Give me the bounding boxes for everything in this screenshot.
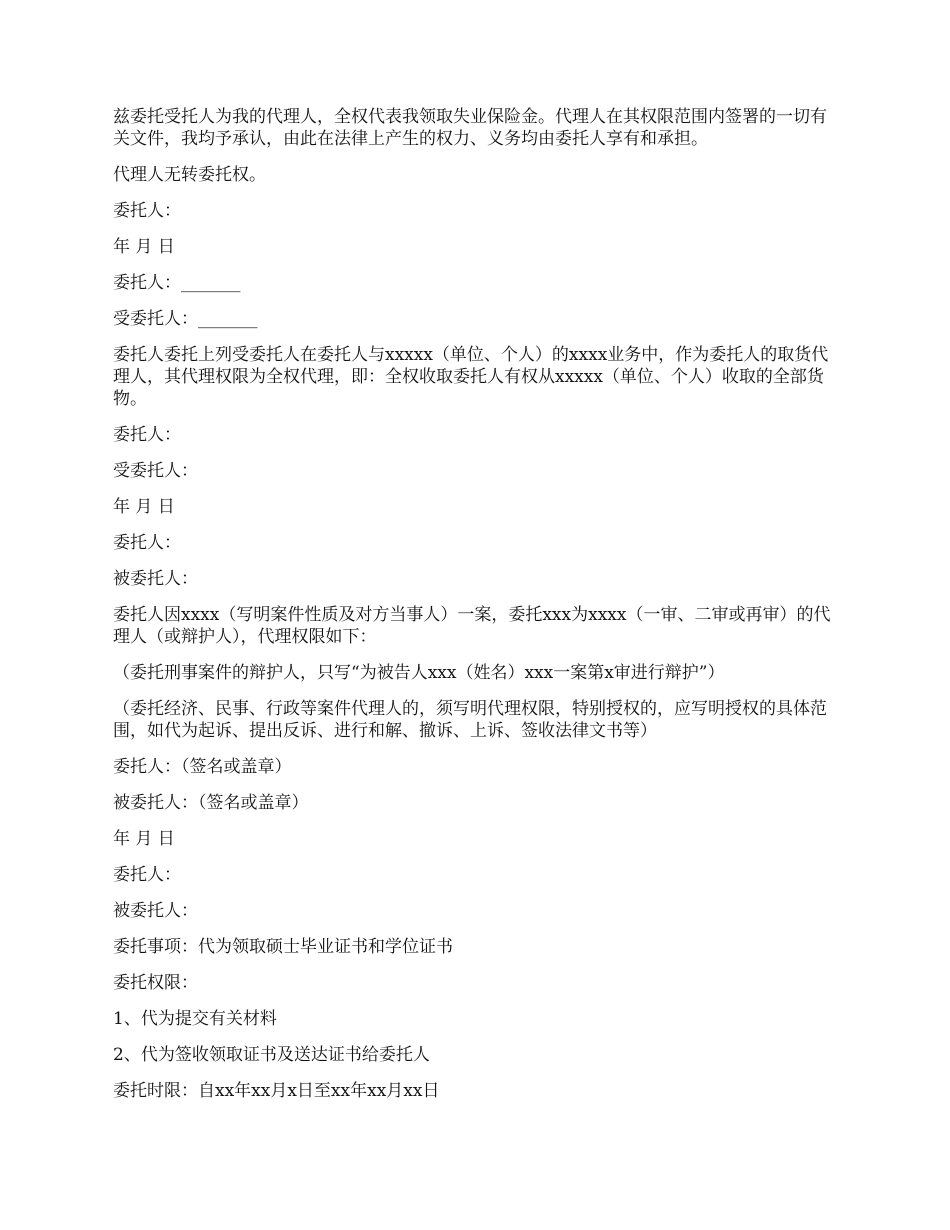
field-principal-signature: 委托人：（签名或盖章） bbox=[113, 757, 292, 777]
field-delegation-period: 委托时限：自xx年xx月x日至xx年xx月xx日 bbox=[113, 1081, 440, 1101]
document-body bbox=[113, 106, 841, 1116]
field-delegation-scope: 委托权限： bbox=[113, 973, 198, 993]
field-date: 年 月 日 bbox=[113, 829, 175, 849]
paragraph-no-subdelegation: 代理人无转委托权。 bbox=[113, 165, 266, 185]
field-date: 年 月 日 bbox=[113, 237, 175, 257]
field-date: 年 月 日 bbox=[113, 497, 175, 517]
field-principal-blank: 委托人：_______ bbox=[113, 273, 241, 293]
field-principal: 委托人： bbox=[113, 201, 181, 221]
paragraph-goods-collection: 委托人委托上列受委托人在委托人与xxxxx（单位、个人）的xxxx业务中，作为委托人的取货代理人，其代理权限为全权代理，即：全权收取委托人有权从xxxxx（单位、个人）收取的全部货物。 bbox=[113, 345, 829, 409]
field-delegate: 被委托人： bbox=[113, 901, 198, 921]
paragraph-criminal-note: （委托刑事案件的辩护人，只写“为被告人xxx（姓名）xxx一案第x审进行辩护”） bbox=[113, 663, 725, 683]
field-principal: 委托人： bbox=[113, 533, 181, 553]
field-delegation-matter: 委托事项：代为领取硕士毕业证书和学位证书 bbox=[113, 937, 453, 957]
paragraph-authorization-statement: 兹委托受托人为我的代理人，全权代表我领取失业保险金。代理人在其权限范围内签署的一切有关文件，我均予承认，由此在法律上产生的权力、义务均由委托人享有和承担。 bbox=[113, 107, 827, 149]
field-agent: 受委托人： bbox=[113, 461, 198, 481]
field-principal: 委托人： bbox=[113, 865, 181, 885]
field-delegate-signature: 被委托人：（签名或盖章） bbox=[113, 793, 309, 813]
paragraph-case-delegation: 委托人因xxxx（写明案件性质及对方当事人）一案，委托xxx为xxxx（一审、二审或再审）的代理人（或辩护人），代理权限如下： bbox=[113, 605, 831, 647]
field-principal: 委托人： bbox=[113, 425, 181, 445]
paragraph-civil-note: （委托经济、民事、行政等案件代理人的，须写明代理权限，特别授权的，应写明授权的具体范围，如代为起诉、提出反诉、进行和解、撤诉、上诉、签收法律文书等） bbox=[113, 699, 827, 741]
list-item-submit-materials: 1、代为提交有关材料 bbox=[113, 1009, 277, 1029]
field-delegate: 被委托人： bbox=[113, 569, 198, 589]
list-item-receive-certificates: 2、代为签收领取证书及送达证书给委托人 bbox=[113, 1045, 430, 1065]
field-agent-blank: 受委托人：_______ bbox=[113, 309, 258, 329]
